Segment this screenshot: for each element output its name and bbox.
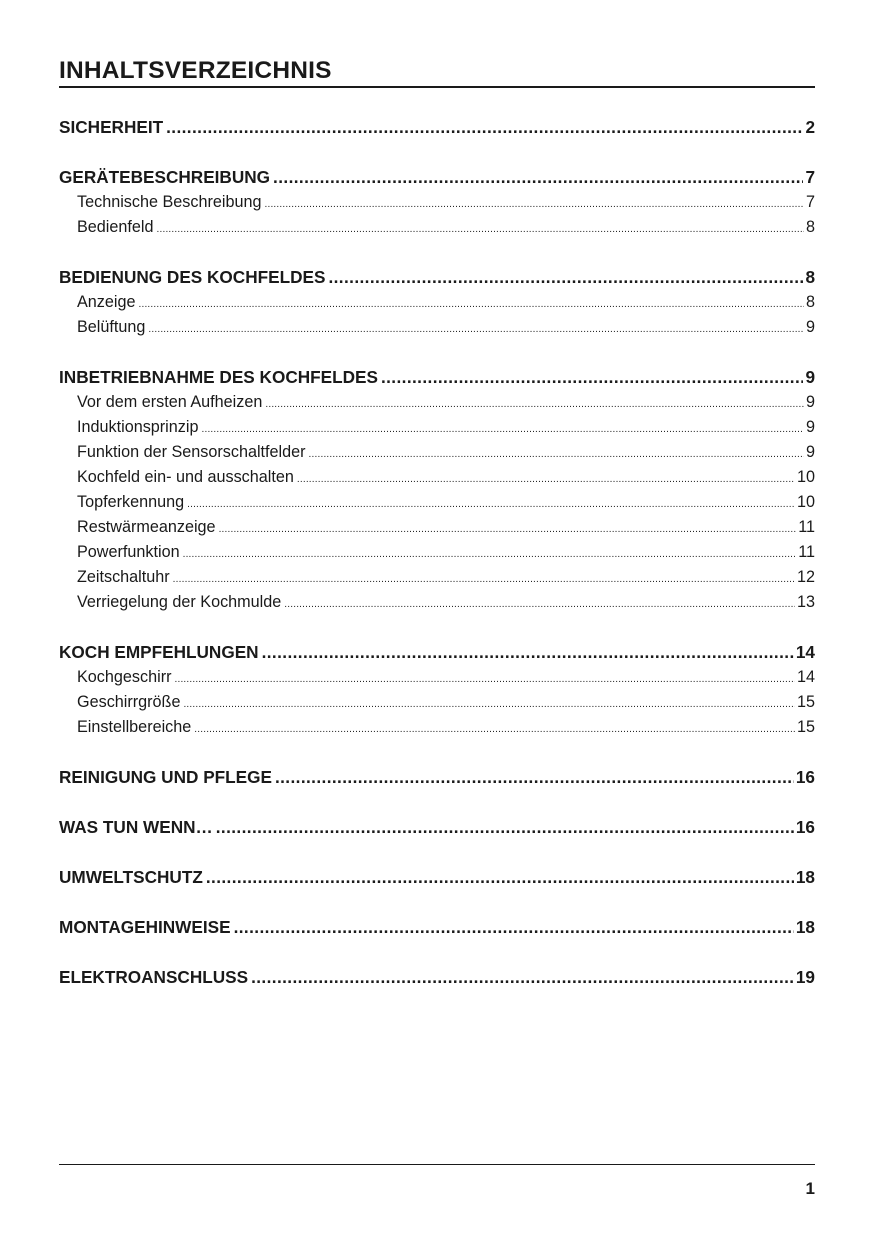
dot-leader xyxy=(139,290,804,317)
toc-entry-page: 19 xyxy=(795,967,815,987)
toc-entry-label: WAS TUN WENN… xyxy=(59,817,213,837)
toc-entry-chapter[interactable] xyxy=(59,865,815,890)
toc-entry-subsection[interactable] xyxy=(59,415,815,440)
toc-entry-label: GERÄTEBESCHREIBUNG xyxy=(59,167,271,187)
dot-leader xyxy=(216,815,794,840)
page-number: 1 xyxy=(805,1179,815,1198)
dot-leader xyxy=(265,390,804,417)
page-title: INHALTSVERZEICHNIS xyxy=(59,57,332,84)
toc-entry-subsection[interactable] xyxy=(59,390,815,415)
toc-entry-subsection[interactable] xyxy=(59,315,815,340)
footer-divider xyxy=(59,1164,815,1165)
toc-entry-subsection[interactable] xyxy=(59,190,815,215)
toc-entry-page: 9 xyxy=(805,367,815,387)
toc-entry-subsection[interactable] xyxy=(59,665,815,690)
toc-entry-subsection[interactable] xyxy=(59,515,815,540)
dot-leader xyxy=(309,440,804,467)
toc-section xyxy=(59,865,815,890)
toc-subentry-label: Kochgeschirr xyxy=(77,668,172,686)
toc-entry-label: MONTAGEHINWEISE xyxy=(59,917,231,937)
toc-entry-subsection[interactable] xyxy=(59,690,815,715)
toc-subentry-label: Topferkennung xyxy=(77,493,185,511)
toc-entry-subsection[interactable] xyxy=(59,540,815,565)
dot-leader xyxy=(328,265,803,290)
toc-entry-subsection[interactable] xyxy=(59,490,815,515)
toc-entry-subsection[interactable] xyxy=(59,465,815,490)
toc-entry-page: 16 xyxy=(795,767,815,787)
toc-entry-page: 8 xyxy=(805,267,815,287)
toc-section xyxy=(59,165,815,240)
toc-entry-page: 14 xyxy=(795,642,815,662)
toc-section xyxy=(59,365,815,615)
dot-leader xyxy=(183,540,797,567)
toc-entry-chapter[interactable] xyxy=(59,265,815,290)
toc-section xyxy=(59,915,815,940)
toc-subentry-label: Technische Beschreibung xyxy=(77,193,262,211)
toc-subentry-label: Verriegelung der Kochmulde xyxy=(77,593,282,611)
dot-leader xyxy=(206,865,794,890)
toc-subentry-label: Restwärmeanzeige xyxy=(77,518,216,536)
toc-subentry-label: Geschirrgröße xyxy=(77,693,181,711)
dot-leader xyxy=(148,315,804,342)
toc-subentry-label: Induktionsprinzip xyxy=(77,418,199,436)
dot-leader xyxy=(275,765,794,790)
toc-entry-page: 7 xyxy=(805,167,815,187)
toc-section xyxy=(59,265,815,340)
toc-subentry-page: 9 xyxy=(805,318,815,336)
dot-leader xyxy=(157,215,804,242)
toc-subentry-label: Powerfunktion xyxy=(77,543,180,561)
toc-entry-subsection[interactable] xyxy=(59,215,815,240)
toc-subentry-page: 11 xyxy=(798,518,815,536)
toc-subentry-page: 8 xyxy=(805,218,815,236)
toc-section xyxy=(59,815,815,840)
toc-subentry-page: 14 xyxy=(796,668,815,686)
toc-subentry-label: Belüftung xyxy=(77,318,146,336)
toc-entry-subsection[interactable] xyxy=(59,290,815,315)
toc-subentry-page: 15 xyxy=(796,693,815,711)
dot-leader xyxy=(187,490,795,517)
dot-leader xyxy=(273,165,803,190)
toc-entry-subsection[interactable] xyxy=(59,440,815,465)
toc-entry-label: UMWELTSCHUTZ xyxy=(59,867,203,887)
dot-leader xyxy=(284,590,795,617)
dot-leader xyxy=(173,565,795,592)
toc-entry-chapter[interactable] xyxy=(59,365,815,390)
dot-leader xyxy=(183,690,795,717)
document-page xyxy=(59,0,815,1240)
toc-entry-label: REINIGUNG UND PFLEGE xyxy=(59,767,272,787)
toc-subentry-label: Bedienfeld xyxy=(77,218,154,236)
toc-entry-subsection[interactable] xyxy=(59,715,815,740)
toc-section xyxy=(59,765,815,790)
toc-entry-label: BEDIENUNG DES KOCHFELDES xyxy=(59,267,326,287)
toc-subentry-page: 7 xyxy=(805,193,815,211)
dot-leader xyxy=(262,640,794,665)
dot-leader xyxy=(174,665,795,692)
toc-subentry-page: 10 xyxy=(796,493,815,511)
toc-entry-page: 18 xyxy=(795,867,815,887)
toc-subentry-page: 8 xyxy=(805,293,815,311)
toc-entry-page: 18 xyxy=(795,917,815,937)
dot-leader xyxy=(297,465,795,492)
toc-entry-subsection[interactable] xyxy=(59,565,815,590)
toc-subentry-page: 9 xyxy=(805,443,815,461)
toc-subentry-label: Kochfeld ein- und ausschalten xyxy=(77,468,294,486)
toc-subentry-page: 10 xyxy=(796,468,815,486)
toc-section xyxy=(59,115,815,140)
dot-leader xyxy=(219,515,797,542)
toc-subentry-label: Vor dem ersten Aufheizen xyxy=(77,393,263,411)
toc-entry-chapter[interactable] xyxy=(59,765,815,790)
toc-subentry-page: 9 xyxy=(805,393,815,411)
toc-subentry-page: 15 xyxy=(796,718,815,736)
toc-entry-chapter[interactable] xyxy=(59,165,815,190)
toc-subentry-page: 13 xyxy=(796,593,815,611)
toc-entry-subsection[interactable] xyxy=(59,590,815,615)
table-of-contents xyxy=(59,115,815,1015)
toc-section xyxy=(59,640,815,740)
toc-subentry-label: Einstellbereiche xyxy=(77,718,192,736)
dot-leader xyxy=(166,115,803,140)
dot-leader xyxy=(194,715,795,742)
dot-leader xyxy=(381,365,803,390)
dot-leader xyxy=(264,190,804,217)
toc-subentry-page: 11 xyxy=(798,543,815,561)
toc-subentry-page: 9 xyxy=(805,418,815,436)
toc-entry-chapter[interactable] xyxy=(59,915,815,940)
dot-leader xyxy=(201,415,804,442)
toc-entry-chapter[interactable] xyxy=(59,815,815,840)
toc-subentry-label: Zeitschaltuhr xyxy=(77,568,170,586)
toc-section xyxy=(59,965,815,990)
toc-entry-chapter[interactable] xyxy=(59,965,815,990)
toc-entry-label: ELEKTROANSCHLUSS xyxy=(59,967,249,987)
dot-leader xyxy=(251,965,794,990)
toc-entry-page: 2 xyxy=(805,117,815,137)
toc-subentry-label: Anzeige xyxy=(77,293,136,311)
toc-entry-chapter[interactable] xyxy=(59,640,815,665)
toc-entry-chapter[interactable] xyxy=(59,115,815,140)
toc-entry-label: SICHERHEIT xyxy=(59,117,164,137)
toc-subentry-page: 12 xyxy=(796,568,815,586)
toc-subentry-label: Funktion der Sensorschaltfelder xyxy=(77,443,306,461)
toc-entry-page: 16 xyxy=(795,817,815,837)
dot-leader xyxy=(234,915,794,940)
title-divider xyxy=(59,86,815,88)
toc-entry-label: KOCH EMPFEHLUNGEN xyxy=(59,642,259,662)
toc-entry-label: INBETRIEBNAHME DES KOCHFELDES xyxy=(59,367,378,387)
